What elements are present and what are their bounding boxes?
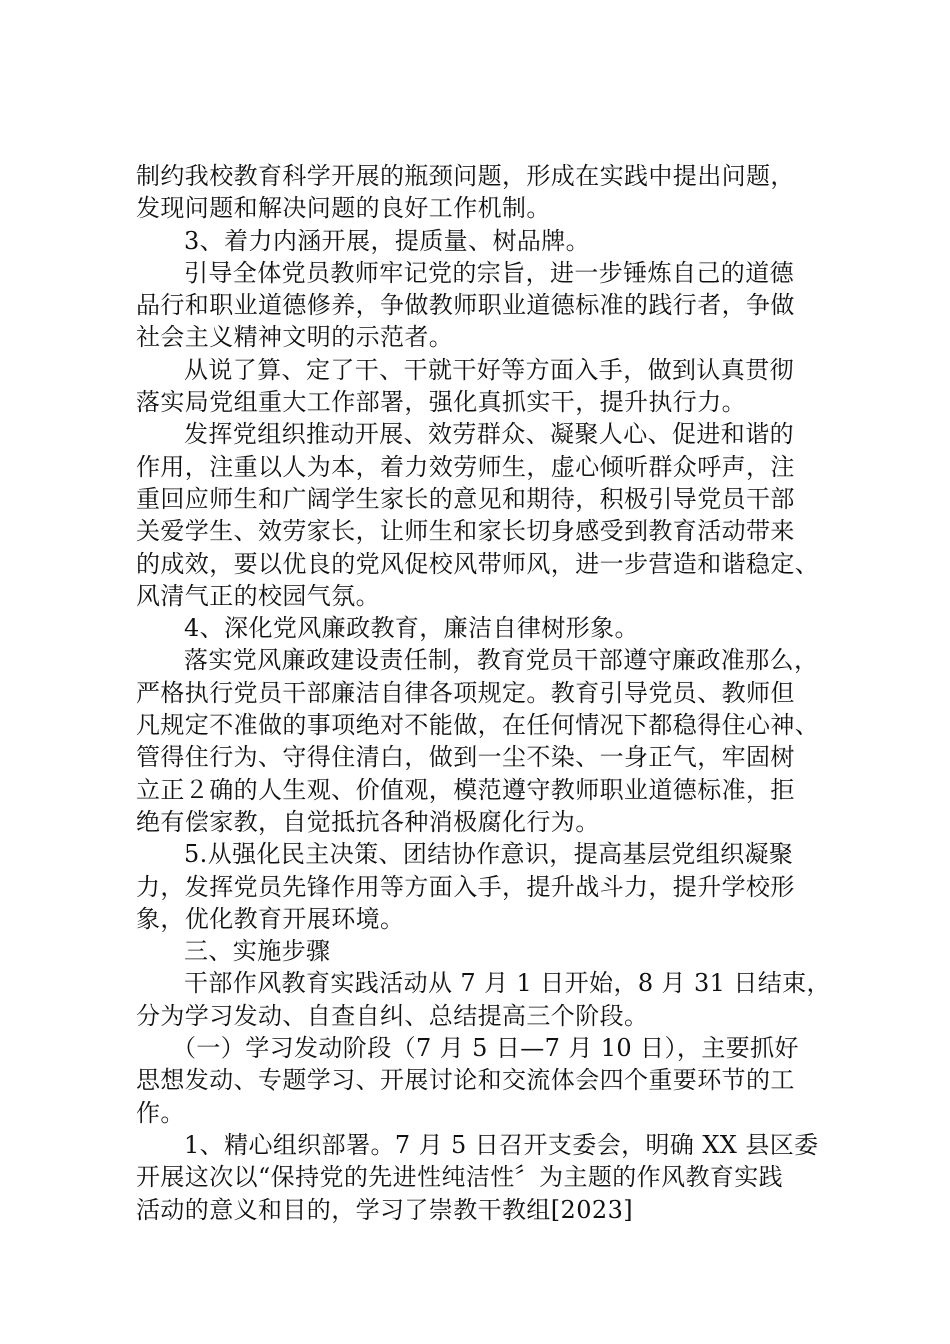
text-line: 落实局党组重大工作部署，强化真抓实干，提升执行力。 bbox=[136, 388, 746, 417]
text-line: 的成效，要以优良的党风促校风带师风，进一步营造和谐稳定、 bbox=[136, 549, 820, 578]
text-line: 关爱学生、效劳家长，让师生和家长切身感受到教育活动带来 bbox=[136, 517, 795, 546]
text-line: 风清气正的校园气氛。 bbox=[136, 581, 380, 610]
text-line: 品行和职业道德修养，争做教师职业道德标准的践行者，争做 bbox=[136, 291, 795, 320]
text-line: 凡规定不准做的事项绝对不能做，在任何情况下都稳得住心神、 bbox=[136, 711, 820, 740]
text-line: （一）学习发动阶段（7 月 5 日—7 月 10 日），主要抓好 bbox=[172, 1034, 799, 1063]
text-line: 作。 bbox=[136, 1098, 185, 1127]
text-line: 作用，注重以人为本，着力效劳师生，虚心倾听群众呼声，注 bbox=[136, 452, 795, 481]
text-line: 社会主义精神文明的示范者。 bbox=[136, 323, 454, 352]
text-line: 落实党风廉政建设责任制，教育党员干部遵守廉政准那么， bbox=[184, 646, 819, 675]
text-line: 制约我校教育科学开展的瓶颈问题，形成在实践中提出问题， bbox=[136, 162, 795, 190]
text-line: 4、深化党风廉政教育，廉洁自律树形象。 bbox=[184, 614, 639, 643]
text-line: 思想发动、专题学习、开展讨论和交流体会四个重要环节的工 bbox=[136, 1066, 795, 1095]
text-line: 引导全体党员教师牢记党的宗旨，进一步锤炼自己的道德 bbox=[184, 258, 794, 287]
text-line: 重回应师生和广阔学生家长的意见和期待，积极引导党员干部 bbox=[136, 484, 795, 513]
text-line: 立正２确的人生观、价值观，模范遵守教师职业道德标准，拒 bbox=[136, 775, 795, 804]
text-line: 力，发挥党员先锋作用等方面入手，提升战斗力，提升学校形 bbox=[136, 872, 795, 901]
text-line: 象，优化教育开展环境。 bbox=[136, 904, 405, 933]
text-line: 干部作风教育实践活动从 7 月 1 日开始，8 月 31 日结束， bbox=[184, 969, 831, 998]
text-line: 三、实施步骤 bbox=[184, 937, 331, 966]
document-body bbox=[136, 160, 831, 1226]
text-line: 1、精心组织部署。7 月 5 日召开支委会，明确 XX 县区委 bbox=[184, 1130, 819, 1159]
text-line: 绝有偿家教，自觉抵抗各种消极腐化行为。 bbox=[136, 807, 600, 836]
text-line: 开展这次以“保持党的先进性纯洁性〞为主题的作风教育实践 bbox=[136, 1163, 784, 1192]
text-line: 严格执行党员干部廉洁自律各项规定。教育引导党员、教师但 bbox=[136, 678, 795, 707]
text-line: 管得住行为、守得住清白，做到一尘不染、一身正气，牢固树 bbox=[136, 743, 795, 772]
text-line: 活动的意义和目的，学习了崇教干教组[2023] bbox=[136, 1195, 634, 1224]
text-line: 发现问题和解决问题的良好工作机制。 bbox=[136, 194, 551, 223]
text-line: 分为学习发动、自查自纠、总结提高三个阶段。 bbox=[136, 1001, 649, 1030]
text-line: 发挥党组织推动开展、效劳群众、凝聚人心、促进和谐的 bbox=[184, 420, 794, 449]
text-line: 3、着力内涵开展，提质量、树品牌。 bbox=[184, 226, 591, 255]
text-line: 从说了算、定了干、干就干好等方面入手，做到认真贯彻 bbox=[184, 355, 794, 384]
text-line: 5.从强化民主决策、团结协作意识，提高基层党组织凝聚 bbox=[184, 840, 794, 869]
